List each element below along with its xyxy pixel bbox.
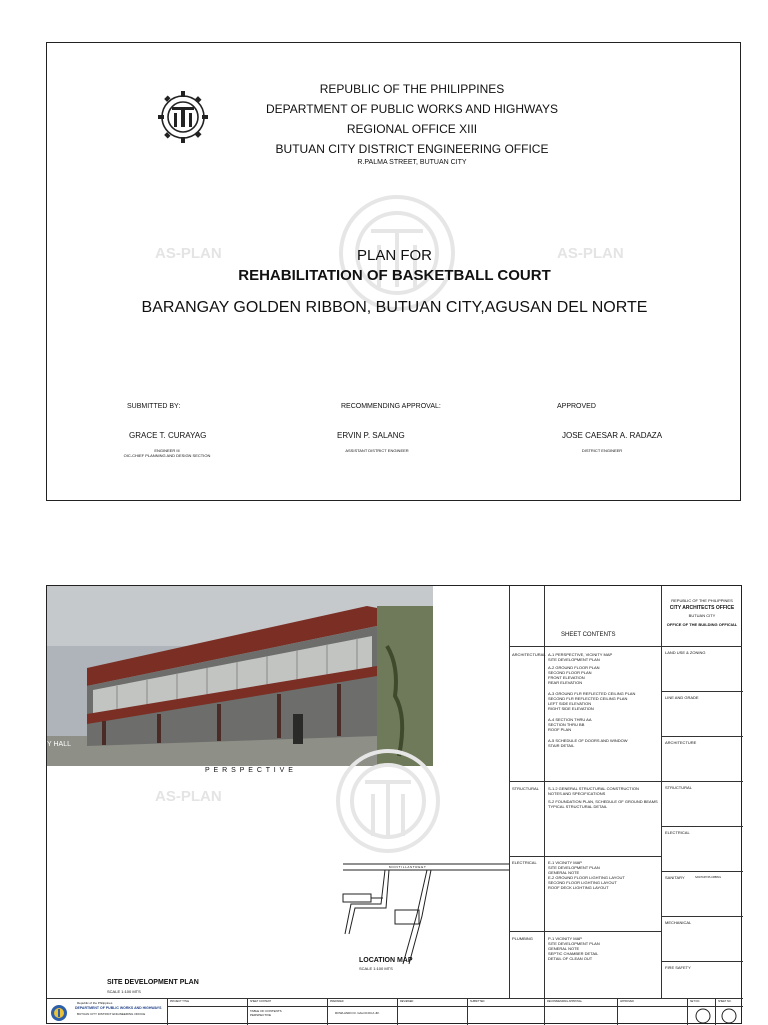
header-address: R.PALMA STREET, BUTUAN CITY: [357, 159, 467, 166]
sheet-contents-title: SHEET CONTENTS: [561, 632, 616, 638]
arch-item: REAR ELEVATION: [548, 680, 583, 685]
elec-item: ROOF DECK LIGHTING LAYOUT: [548, 885, 609, 890]
arch-item: RIGHT SIDE ELEVATION: [548, 706, 594, 711]
contents-row-divider-1: [509, 781, 661, 782]
project-title: REHABILITATION OF BASKETBALL COURT: [238, 267, 551, 284]
permit-electrical: ELECTRICAL: [665, 830, 690, 835]
approver-title: DISTRICT ENGINEER: [581, 448, 623, 453]
permit-border-left: [661, 586, 662, 998]
agency-header: [227, 79, 597, 159]
watermark-right: AS-PLAN: [557, 245, 624, 262]
sheet-number-circles-icon: [693, 1008, 741, 1024]
struct-item: TYPICAL STRUCTURAL DETAIL: [548, 804, 608, 809]
permit-line-grade: LINE AND GRADE: [665, 695, 699, 700]
tb-header-project: PROJECT TITLE: [170, 1000, 190, 1003]
location-map-scale: SCALE 1:100 MTS: [359, 966, 393, 971]
plumb-item: GENERAL NOTE: [548, 946, 580, 951]
contents-header-divider: [509, 646, 742, 647]
arch-item: SECTION THRU BB: [548, 722, 585, 727]
permit-divider-7: [661, 961, 743, 962]
header-district-office: BUTUAN CITY DISTRICT ENGINEERING OFFICE: [275, 142, 549, 156]
tb-header-sheet-no: SHEET NO.: [718, 1000, 732, 1003]
permit-structural: STRUCTURAL: [665, 785, 692, 790]
tb-divider: [397, 999, 398, 1025]
submitter-title-line1: ENGINEER III: [154, 448, 180, 453]
location-map-drawing: [331, 854, 509, 966]
building-photo-image: [47, 586, 433, 766]
permit-divider-6: [661, 916, 743, 917]
perspective-label: P E R S P E C T I V E: [205, 767, 294, 774]
tb-header-sheet-content: SHEET CONTENT: [250, 1000, 272, 1003]
contents-row-divider-3: [509, 931, 661, 932]
site-plan-sheet: [46, 585, 742, 1024]
title-block-seal-icon: [50, 1004, 68, 1022]
title-block: [47, 999, 743, 1025]
permit-divider-2: [661, 736, 743, 737]
permit-divider-5: [661, 871, 743, 872]
approver-name: JOSE CAESAR A. RADAZA: [562, 431, 663, 440]
photo-caption: Y HALL: [47, 741, 71, 748]
architectural-items: [548, 652, 658, 748]
tb-agency1: Republic of the Philippines: [77, 1001, 113, 1005]
header-republic: REPUBLIC OF THE PHILIPPINES: [319, 82, 505, 96]
permit-divider-3: [661, 781, 743, 782]
elec-item: E-2 GROUND FLOOR LIGHTING LAYOUT: [548, 875, 625, 880]
header-department: DEPARTMENT OF PUBLIC WORKS AND HIGHWAYS: [265, 102, 559, 116]
tb-divider: [327, 999, 328, 1025]
tb-header-set-no: SET NO.: [690, 1000, 700, 1003]
tb-agency2: DEPARTMENT OF PUBLIC WORKS AND HIGHWAYS: [75, 1006, 162, 1010]
arch-item: A-4 SECTION THRU AA: [548, 717, 592, 722]
tb-divider: [617, 999, 618, 1025]
contents-border-left: [509, 586, 510, 998]
recommender-name: ERVIN P. SALANG: [337, 431, 405, 440]
tb-header-recommending: RECOMMENDING APPROVAL: [547, 1000, 582, 1003]
plumb-item: DETAIL OF CLEAN OUT: [548, 956, 593, 961]
tb-divider: [467, 999, 468, 1025]
structural-items: [548, 786, 658, 809]
sheet2-watermark-seal-icon: [323, 746, 453, 866]
tb-header-approved: APPROVED: [620, 1000, 634, 1003]
struct-item: S-2 FOUNDATION PLAN, SCHEDULE OF GROUND BEAMS: [548, 799, 658, 804]
office-line2: BUTUAN CITY: [688, 613, 716, 618]
permit-architecture: ARCHITECTURE: [665, 740, 697, 745]
submitter-title-line2: OIC-CHIEF PLANNING AND DESIGN SECTION: [123, 453, 211, 458]
contents-category-divider: [544, 586, 545, 998]
struct-item: S-1.2 GENERAL STRUCTURAL CONSTRUCTION: [548, 786, 639, 791]
category-structural: STRUCTURAL: [512, 786, 539, 791]
elec-item: E-1 VICINITY MAP: [548, 860, 582, 865]
tb-divider: [687, 999, 688, 1025]
struct-item: NOTES AND SPECIFICATIONS: [548, 791, 606, 796]
arch-item: A-5 SCHEDULE OF DOORS AND WINDOW: [548, 738, 628, 743]
plan-for-label: PLAN FOR: [356, 247, 432, 264]
tb-header-reviewed: REVIEWED: [400, 1000, 414, 1003]
permit-divider-4: [661, 826, 743, 827]
permit-land-use: LAND USE & ZONING: [665, 650, 706, 655]
watermark-left: AS-PLAN: [155, 245, 222, 262]
site-plan-scale: SCALE 1:100 MTS: [107, 989, 141, 994]
recommending-approval-label: RECOMMENDING APPROVAL:: [341, 403, 441, 410]
arch-item: A-1 PERSPECTIVE, VICINITY MAP: [548, 652, 613, 657]
submitter-name: GRACE T. CURAYAG: [129, 431, 207, 440]
project-location: BARANGAY GOLDEN RIBBON, BUTUAN CITY,AGUSAN DEL NORTE: [141, 299, 648, 316]
arch-item: STAIR DETAIL: [548, 743, 575, 748]
submitted-by-label: SUBMITTED BY:: [127, 403, 181, 410]
plumb-item: SEPTIC CHAMBER DETAIL: [548, 951, 599, 956]
arch-item: ROOF PLAN: [548, 727, 572, 732]
plumb-item: SITE DEVELOPMENT PLAN: [548, 941, 600, 946]
office-title: CITY ARCHITECTS OFFICE: [669, 605, 735, 611]
cover-sheet: [46, 42, 741, 501]
tb-header-row-line: [167, 1006, 743, 1007]
map-street-label: M O N T I L L A S T R E E T: [389, 865, 426, 869]
tb-sheet-content-value: TABLE OF CONTENTS: [250, 1009, 282, 1013]
sheet2-watermark: AS-PLAN: [155, 788, 222, 805]
permit-fire-safety: FIRE SAFETY: [665, 965, 691, 970]
office-line1: REPUBLIC OF THE PHILIPPINES: [671, 598, 733, 603]
arch-item: A-3 GROUND FLR REFLECTED CEILING PLAN: [548, 691, 636, 696]
arch-item: SECOND FLOOR PLAN: [548, 670, 592, 675]
header-regional-office: REGIONAL OFFICE XIII: [346, 122, 478, 136]
contents-row-divider-2: [509, 856, 661, 857]
permit-sanitary-note: SANITARY/PLUMBING: [695, 876, 722, 879]
dpwh-seal-icon: [157, 88, 209, 146]
arch-item: FRONT ELEVATION: [548, 675, 585, 680]
arch-item: LEFT SIDE ELEVATION: [548, 701, 592, 706]
tb-header-submitted: SUBMITTED: [470, 1000, 485, 1003]
elec-item: SECOND FLOOR LIGHTING LAYOUT: [548, 880, 617, 885]
tb-header-prepared: PREPARED: [330, 1000, 344, 1003]
arch-item: SITE DEVELOPMENT PLAN: [548, 657, 600, 662]
electrical-items: [548, 860, 658, 890]
office-line3: OFFICE OF THE BUILDING OFFICIAL: [666, 622, 738, 627]
tb-divider: [544, 999, 545, 1025]
permit-divider-1: [661, 691, 743, 692]
arch-item: A-2 GROUND FLOOR PLAN: [548, 665, 600, 670]
permit-sanitary: SANITARY: [665, 875, 685, 880]
submitter-title: [97, 448, 237, 458]
category-electrical: ELECTRICAL: [512, 860, 537, 865]
tb-sheet-content-value2: PERSPECTIVE: [250, 1013, 272, 1017]
location-map-label: LOCATION MAP: [359, 957, 413, 964]
tb-prepared-by: ROWLANDO R. GALOCOCA JR.: [335, 1011, 380, 1015]
category-plumbing: PLUMBING: [512, 936, 533, 941]
tb-agency3: BUTUAN CITY DISTRICT ENGINEERING OFFICE: [77, 1012, 146, 1016]
category-architectural: ARCHITECTURAL: [512, 652, 546, 657]
plumbing-items: [548, 936, 658, 961]
building-photo: [47, 586, 433, 766]
tb-divider: [247, 999, 248, 1025]
permit-mechanical: MECHANICAL: [665, 920, 692, 925]
recommender-title: ASSISTANT DISTRICT ENGINEER: [345, 448, 409, 453]
plumb-item: P-1 VICINITY MAP: [548, 936, 582, 941]
elec-item: GENERAL NOTE: [548, 870, 580, 875]
tb-divider: [167, 999, 168, 1025]
arch-item: SECOND FLR REFLECTED CEILING PLAN: [548, 696, 628, 701]
elec-item: SITE DEVELOPMENT PLAN: [548, 865, 600, 870]
approved-label: APPROVED: [557, 403, 596, 410]
site-development-plan-label: SITE DEVELOPMENT PLAN: [107, 979, 199, 986]
